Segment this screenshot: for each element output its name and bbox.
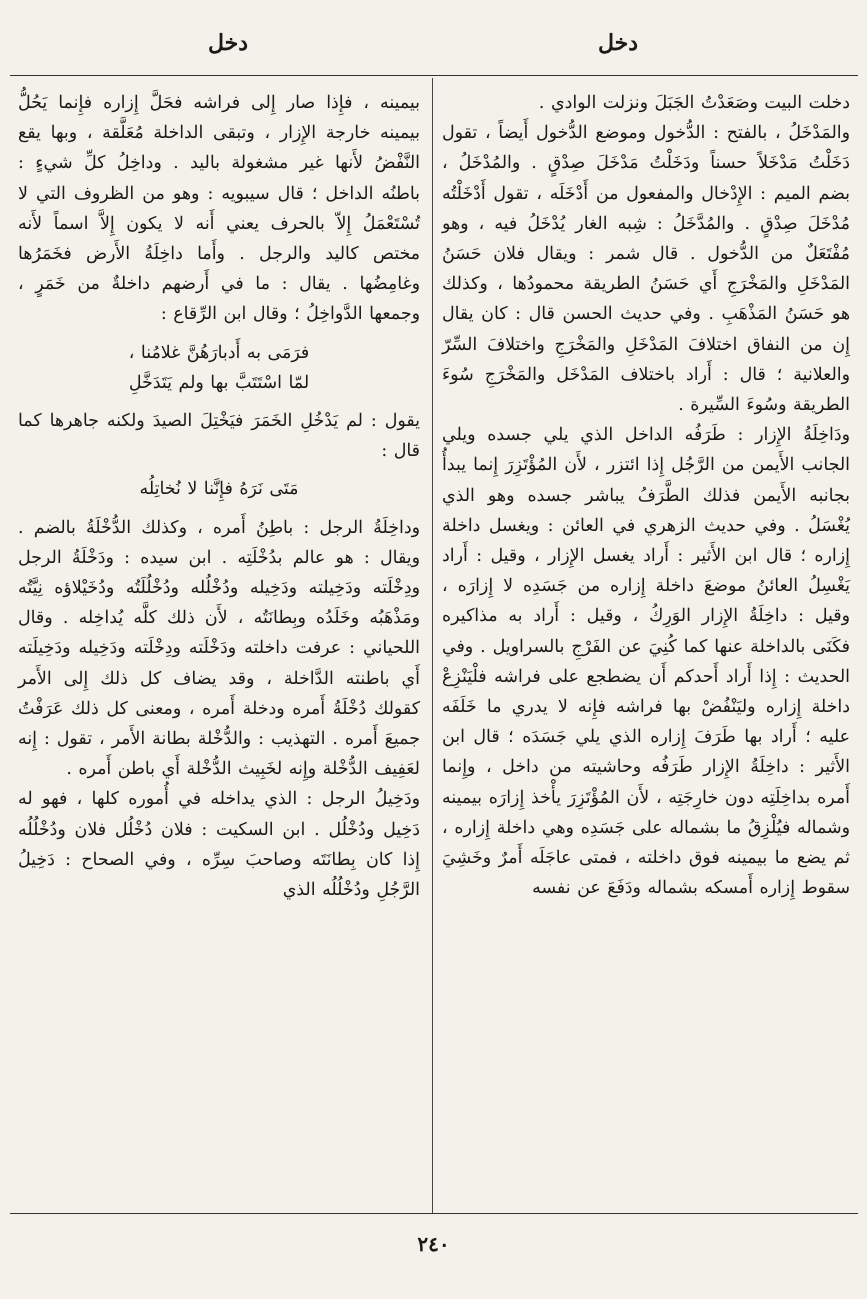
paragraph: يقول : لم يَدْخُلِ الخَمَرَ فيَخْتِلَ الصيدَ ولكنه جاهرها كما قال : — [18, 411, 420, 462]
right-column — [442, 88, 850, 903]
verse-line: لمّا اسْتَتَبَّ بها ولم يَتَدَخَّلِ — [128, 372, 310, 393]
column-divider — [432, 78, 433, 1213]
paragraph: بيمينه ، فإِذا صار إِلى فراشه فحَلَّ إِزاره فإِنما يَحُلُّ بيمينه خارجة الإِزار ، وتبقى الداخلة مُعَلَّقة ، وبها يقع النَّفْضُ لأَنها غير مشغولة باليد . وداخِلُ كلِّ شيءٍ : باطنُه الداخل ؛ قال سيبويه : وهو من الظروف التي لا تُسْتَعْمَلُ إِلاّ بالحرف يعني أَنه لا يكون إِلاَّ اسماً لأَنه مختص كاليد والرجل . وأَما داخِلَةُ الأَرض فخَمَرُها وغامِضُها . يقال : ما في أَرضهم داخلةٌ من خَمَرٍ ، وجمعها الدَّواخِلُ ؛ وقال ابن الرِّقاع : — [18, 93, 420, 325]
running-header-right: دخل — [598, 30, 639, 56]
verse-line: مَتَى نَرَهُ فإِنَّنا لا نُخاتِلُه — [139, 479, 299, 500]
running-header-left: دخل — [208, 30, 249, 56]
paragraph: ودَخِيلُ الرجل : الذي يداخله في أُموره كلها ، فهو له دَخِيل ودُخْلُل . ابن السكيت : فلان دُخْلُل فلان ودُخْلُلُه إِذا كان بِطانَتَه وصاحبَ سِرِّه ، وفي الصحاح : دَخِيلُ الرَّجُلِ ودُخْلُلُه الذي — [18, 789, 420, 901]
left-column — [18, 88, 420, 905]
paragraph: والمَدْخَلُ ، بالفتح : الدُّخول وموضع الدُّخول أَيضاً ، تقول دَخَلْتُ مَدْخَلاً حسناً ودَخَلْتُ مَدْخَلَ صِدْقٍ . والمُدْخَلُ ، بضم الميم : الإِدْخال والمفعول من أَدْخَلَه ، تقول أَدْخَلْتُه مُدْخَلَ صِدْقٍ . والمُدَّخَلُ : شِبه الغار يُدْخَلُ فيه ، وهو مُفْتَعَلٌ من الدُّخول . قال شمر : ويقال فلان حَسَنُ المَدْخَلِ والمَخْرَجِ أَي حَسَنُ الطريقة محمودُها ، وكذلك هو حَسَنُ المَذْهَبِ . وفي حديث الحسن قال : كان يقال إِن من النفاق اختلافَ المَدْخَلِ والمَخْرَجِ واختلافَ السِّرّ والعلانية ؛ قال : أَراد باختلاف المَدْخَل والمَخْرَجِ سُوءَ الطريقة وسُوءَ السِّيرة . — [442, 123, 850, 416]
paragraph: وداخِلَةُ الرجل : باطِنُ أَمره ، وكذلك الدُّخْلَةُ بالضم . ويقال : هو عالم بدُخْلَتِه . ابن سيده : ودَخْلَةُ الرجل ودِخْلَته ودَخِيلته ودَخِيله ودُخْلُله ودُخْلُلَتُه ودُخَيْلاؤه نِيَّتُه ومَذْهَبُه وخَلَدُه وبِطانَتُه ، لأَن ذلك كلَّه يُداخِله . وقال اللحياني : عرفت داخلته ودَخْلَته ودِخْلَته ودَخِيله ودَخِيلَته أَي باطنته الدَّاخلة ، وقد يضاف كل ذلك إِلى الأَمر كقولك دُخْلَةُ أَمره ودخلة أَمره ، ومعنى كل ذلك عَرَفْتُ جميعَ أَمره . التهذيب : والدُّخْلة بطانة الأَمر ، تقول : إِنه لعَفِيف الدُّخْلة وإِنه لخَبِيث الدُّخْلة أَي باطن أَمره . — [18, 517, 420, 780]
paragraph: دخلت البيت وصَعَدْتُ الجَبَلَ ونزلت الوادي . — [538, 93, 850, 113]
verse-line: فرَمَى به أَدبارَهُنَّ غلامُنا ، — [128, 342, 310, 363]
header-rule — [10, 75, 858, 76]
paragraph: ودَاخِلَةُ الإِزار : طَرَفُه الداخل الذي يلي جسده ويلي الجانب الأَيمن من الرَّجُل إِذا ائتزر ، لأَن المُؤْتَزِرَ إِنما يبدأُ بجانبه الأَيمن فذلك الطَّرَفُ يباشر جسده وهو الذي يُغْسَلُ . وفي حديث الزهري في العائن : ويغسل داخلة إِزاره ؛ قال ابن الأَثير : أَراد يغسل الإِزار ، وقيل : أَراد يَغْسِلُ العائنُ موضعَ داخلة إِزاره من جَسَدِه لا إِزارَه ، وقيل : داخِلَةُ الإِزار الوَرِكُ ، وقيل : أَراد به مذاكيره فكَنَى بالداخلة عنها كما كُنِيَ عن الفَرْجِ بالسراويل . وفي الحديث : إِذا أَراد أَحدكم أَن يضطجع على فراشه فلْيَنْزِعْ داخلة إِزاره وليَنْفُضْ بها فراشه فإِنه لا يدري ما خَلَفَه عليه ؛ أَراد بها طَرَفَ إِزاره الذي يلي جَسَدَه ؛ قال ابن الأَثير : داخِلَةُ الإِزار طَرَفُه وحاشيته من داخل ، وإِنما أَمره بداخِلَتِه دون خارِجَتِه ، لأَن المُؤْتَزِرَ يأْخذ إِزارَه بيمينه وشماله فيُلْزِقُ ما بشماله على جَسَدِه وهي داخلة إِزاره ، ثم يضع ما بيمينه فوق داخلته ، فمتى عاجَلَه أَمرٌ وخَشِيَ سقوط إِزاره أَمسكه بشماله ودَفَعَ عن نفسه — [442, 425, 850, 899]
page-number: ٢٤٠ — [417, 1232, 450, 1256]
footer-rule — [10, 1213, 858, 1214]
